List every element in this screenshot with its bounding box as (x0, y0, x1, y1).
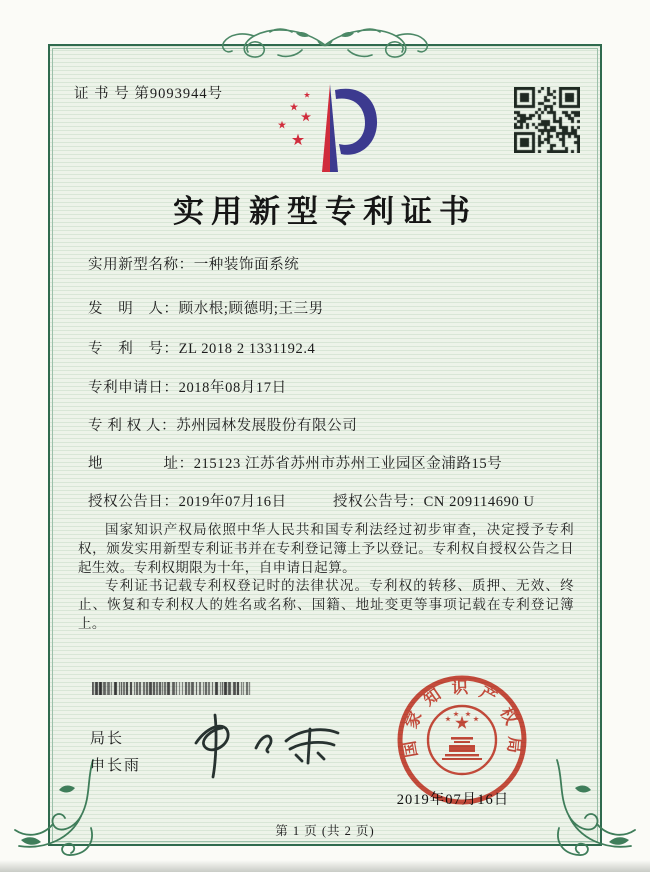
logo-stars (278, 92, 311, 145)
field-value: 苏州园林发展股份有限公司 (176, 418, 358, 434)
grant-date-value: 2019年07月16日 (178, 494, 287, 510)
grant-no-value: CN 209114690 U (423, 494, 535, 510)
grant-date-label: 授权公告日： (88, 494, 179, 510)
field-label: 发 明 人： (88, 301, 179, 317)
commissioner-title: 局长 (90, 731, 125, 747)
field-label: 专 利 号： (88, 341, 179, 357)
field-row-utility-name (88, 253, 299, 274)
certificate-number: 证 书 号 第9093944号 (74, 86, 224, 102)
barcode (92, 682, 254, 695)
top-border-ornament (192, 24, 458, 68)
legal-paragraph-2: 专利证书记载专利权登记时的法律状况。专利权的转移、质押、无效、终止、恢复和专利权人的姓名或名称、国籍、地址变更等事项记载在专利登记簿上。 (78, 578, 574, 631)
official-seal (392, 670, 532, 810)
certificate-title: 实用新型专利证书 (173, 194, 477, 229)
field-value: 一种装饰面系统 (193, 257, 300, 273)
field-label: 专利申请日： (88, 380, 179, 396)
field-value: 顾水根;顾德明;王三男 (178, 301, 324, 317)
bottom-left-ornament (6, 758, 101, 863)
field-label: 专 利 权 人： (88, 418, 177, 434)
page-footer: 第 1 页 (共 2 页) (275, 824, 375, 838)
field-label: 实用新型名称： (88, 257, 194, 273)
seal-national-emblem (428, 706, 496, 774)
commissioner-block (90, 726, 141, 780)
field-value: ZL 2018 2 1331192.4 (178, 341, 316, 357)
scan-edge-shadow (0, 860, 650, 872)
field-row-filing-date (88, 376, 287, 397)
legal-text (78, 521, 574, 634)
cnipa-logo (256, 84, 384, 176)
legal-paragraph-1: 国家知识产权局依照中华人民共和国专利法经过初步审查，决定授予专利权，颁发实用新型专利证书并在专利登记簿上予以登记。专利权自授权公告之日起生效。专利权期限为十年，自申请日起算。 (78, 522, 574, 575)
logo-p-bowl (335, 89, 377, 155)
bottom-right-ornament (549, 758, 644, 863)
field-row-patent-number (88, 337, 315, 358)
grant-no-label: 授权公告号： (333, 494, 424, 510)
logo-spire-red (322, 84, 330, 172)
commissioner-name: 申长雨 (90, 758, 142, 774)
field-value: 2018年08月17日 (178, 380, 287, 396)
field-row-address (88, 452, 502, 473)
field-row-inventors (88, 297, 324, 318)
qr-code (514, 87, 580, 153)
field-label: 地 址： (88, 456, 194, 472)
commissioner-signature (178, 703, 348, 783)
grant-number (333, 490, 535, 511)
seal-date: 2019年07月16日 (396, 792, 510, 808)
field-row-patentee (88, 414, 357, 435)
seal-text: 国家知识产权局 (399, 677, 525, 759)
field-value: 215123 江苏省苏州市苏州工业园区金浦路15号 (193, 456, 503, 472)
field-row-grant (88, 490, 535, 511)
